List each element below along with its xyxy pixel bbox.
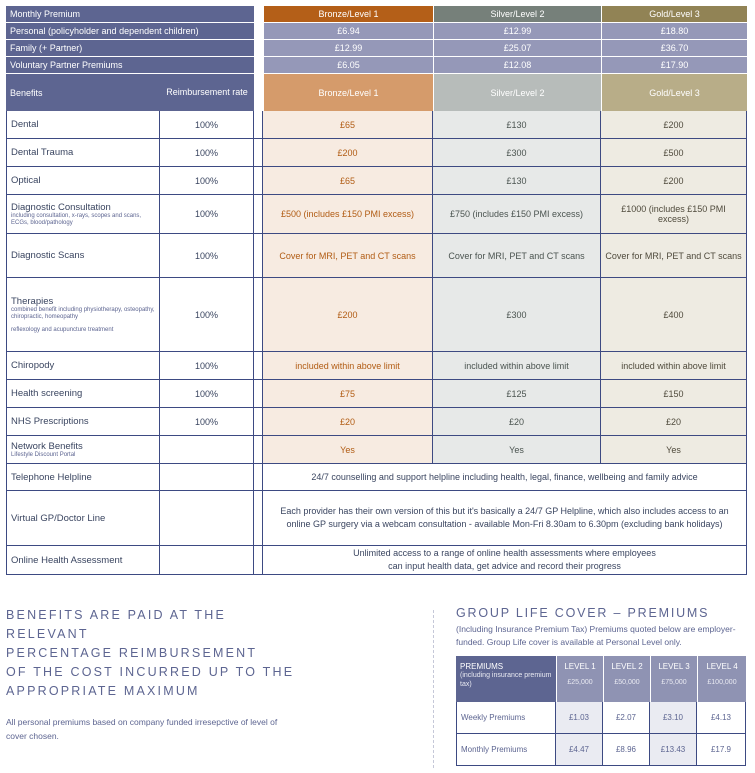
group-life-row-weekly: Weekly Premiums £1.03 £2.07 £3.10 £4.13 xyxy=(456,702,746,734)
premium-note-text: All personal premiums based on company funded irresepctive of level of cover chosen. xyxy=(6,717,278,741)
silver-header: Silver/Level 2 xyxy=(433,5,601,22)
premium-row: Personal (policyholder and dependent children) £6.94 £12.99 £18.80 xyxy=(6,22,747,39)
section-divider xyxy=(433,610,435,768)
benefits-table xyxy=(6,5,747,575)
gold-header: Gold/Level 3 xyxy=(601,5,747,22)
premium-row: Voluntary Partner Premiums £6.05 £12.08 £17.90 xyxy=(6,56,747,73)
bronze-header: Bronze/Level 1 xyxy=(263,5,433,22)
benefit-row-therapies: Therapies combined benefit including physiotherapy, osteopathy, chiropractic, homeopathy reflexology and acupuncture treatment 100% £200 £300 £400 xyxy=(6,278,747,352)
reimbursement-rate-label: Reimbursement rate xyxy=(160,73,254,111)
benefit-row-telephone-helpline: Telephone Helpline 24/7 counselling and support helpline including health, legal, finance, wellbeing and family advice xyxy=(6,464,747,491)
benefit-row-health-screening: Health screening 100% £75 £125 £150 xyxy=(6,380,747,408)
premium-header-row xyxy=(6,5,747,22)
premium-row: Family (+ Partner) £12.99 £25.07 £36.70 xyxy=(6,39,747,56)
benefit-row-online-health-assessment: Online Health Assessment Unlimited access to a range of online health assessments where employees can input health data, get advice and record their progress xyxy=(6,546,747,575)
group-life-table xyxy=(456,656,746,766)
benefit-row-dental: Dental 100% £65 £130 £200 xyxy=(6,111,747,139)
group-life-section xyxy=(456,606,752,649)
benefit-row-chiropody: Chiropody 100% included within above limit included within above limit included within above limit xyxy=(6,352,747,380)
group-life-intro: (Including Insurance Premium Tax) Premiums quoted below are employer-funded. Group Life cover is available at Personal Level only. xyxy=(456,624,736,647)
group-life-header-row: PREMIUMS (including insurance premium tax) LEVEL 1 £25,000 LEVEL 2 £50,000 LEVEL 3 £75,000 LEVEL 4 £100,000 xyxy=(456,656,746,702)
benefit-row-virtual-gp: Virtual GP/Doctor Line Each provider has their own version of this but it's basically a 24/7 GP Helpline, which also includes access to an online GP surgery via a webcam consultation - available Mon-Fri 8.30am to 6.30pm (excluding bank holidays) xyxy=(6,491,747,546)
benefit-row-nhs-prescriptions: NHS Prescriptions 100% £20 £20 £20 xyxy=(6,408,747,436)
benefit-row-dental-trauma: Dental Trauma 100% £200 £300 £500 xyxy=(6,139,747,167)
benefit-row-optical: Optical 100% £65 £130 £200 xyxy=(6,167,747,195)
benefits-header-row: Benefits Reimbursement rate Bronze/Level 1 Silver/Level 2 Gold/Level 3 xyxy=(6,73,747,111)
benefits-label: Benefits xyxy=(6,73,160,111)
reimbursement-heading: BENEFITS ARE PAID AT THE RELEVANT PERCENTAGE REIMBURSEMENT OF THE COST INCURRED UP TO THE APPROPRIATE MAXIMUM xyxy=(6,608,295,698)
monthly-premium-label: Monthly Premium xyxy=(6,5,254,22)
reimbursement-note xyxy=(6,606,306,743)
benefit-row-network-benefits: Network Benefits Lifestyle Discount Portal Yes Yes Yes xyxy=(6,436,747,464)
group-life-row-monthly: Monthly Premiums £4.47 £8.96 £13.43 £17.9 xyxy=(456,734,746,766)
benefit-row-diagnostic-scans: Diagnostic Scans 100% Cover for MRI, PET and CT scans Cover for MRI, PET and CT scans Cover for MRI, PET and CT scans xyxy=(6,234,747,278)
benefit-row-diagnostic-consultation: Diagnostic Consultation including consultation, x-rays, scopes and scans, ECGs, blood/pathology 100% £500 (includes £150 PMI excess) £750 (includes £150 PMI excess) £1000 (includes £150 PMI excess) xyxy=(6,195,747,234)
group-life-heading: GROUP LIFE COVER – PREMIUMS xyxy=(456,606,710,620)
